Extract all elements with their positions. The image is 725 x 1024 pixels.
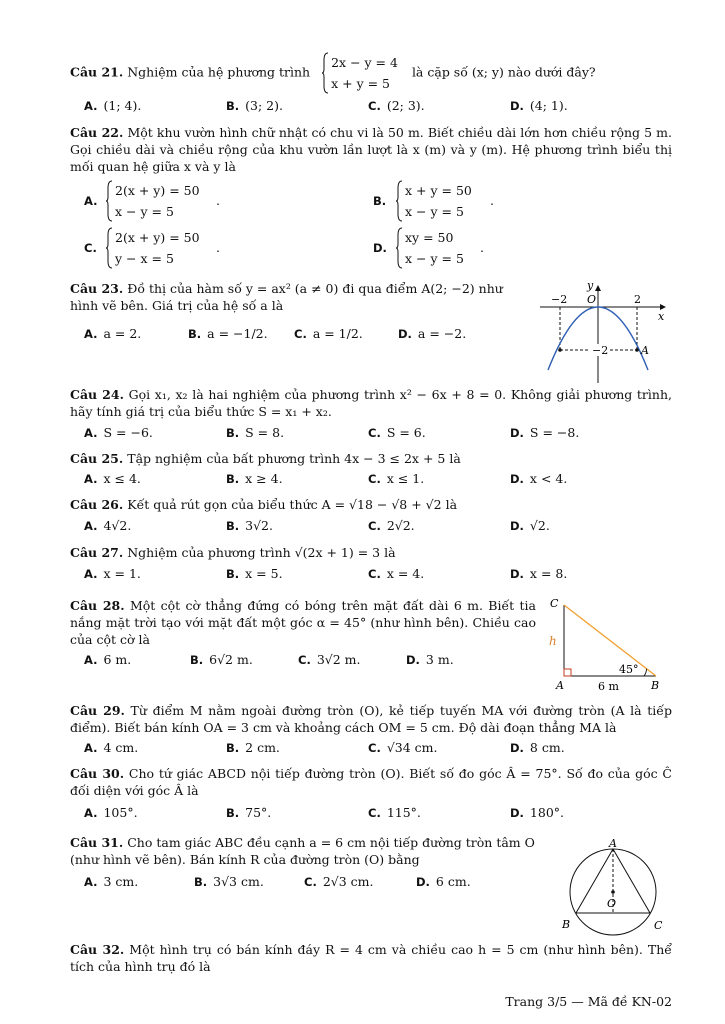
option-a[interactable]: A. 4√2.: [84, 518, 132, 533]
option-a[interactable]: A. x ≤ 4.: [84, 471, 141, 486]
option-a[interactable]: A. 3 cm.: [84, 874, 139, 889]
question-stem: Từ điểm M nằm ngoài đường tròn (O), kẻ tiếp tuyến MA với đường tròn (A là tiếp điểm). Biết bán kính OA = 3 cm và khoảng cách OM = 5 cm. Độ dài đoạn thẳng MA là: [70, 703, 672, 735]
option-b[interactable]: B. x = 5.: [226, 566, 283, 581]
question-32: [70, 941, 672, 975]
question-stem: Một khu vườn hình chữ nhật có chu vi là 50 m. Biết chiều dài lớn hơn chiều rộng 5 m. Gọi chiều dài và chiều rộng của khu vườn lần lượt là x (m) và y (m). Hệ phương trình biểu thị mối quan hệ giữa x và y là: [70, 125, 672, 174]
inscribed-triangle-figure: [560, 836, 672, 936]
option-c[interactable]: C. x = 4.: [368, 566, 425, 581]
option-d[interactable]: D. (4; 1).: [510, 98, 568, 113]
y-axis-arrow-icon: [595, 285, 601, 291]
option-b[interactable]: B. (3; 2).: [226, 98, 283, 113]
question-number: Câu 21.: [70, 64, 124, 80]
tick-label: −2: [551, 293, 568, 306]
question-stem: Một hình trụ có bán kính đáy R = 4 cm và chiều cao h = 5 cm (như hình bên). Thể tích của hình trụ đó là: [70, 942, 672, 974]
option-a[interactable]: A. S = −6.: [84, 425, 153, 440]
angle-arc: [644, 669, 647, 676]
question-stem: Nghiệm của phương trình √(2x + 1) = 3 là: [127, 545, 396, 560]
question-number: Câu 30.: [70, 766, 125, 781]
flagpole-figure: [540, 596, 670, 694]
angle-label: 45°: [619, 663, 639, 676]
tick-label: −2: [592, 344, 609, 357]
question-number: Câu 23.: [70, 281, 124, 296]
question-number: Câu 26.: [70, 497, 124, 512]
vertex-label-b: B: [651, 679, 660, 692]
triangle-side: [613, 849, 650, 913]
equation-row: 2x − y = 4: [331, 55, 398, 70]
question-stem: Đồ thị của hàm số y = ax² (a ≠ 0) đi qua điểm A(2; −2) như hình vẽ bên. Giá trị của hệ số a là: [70, 281, 503, 313]
options-row: [70, 805, 672, 823]
option-b[interactable]: B. x ≥ 4.: [226, 471, 283, 486]
option-c[interactable]: C. (2; 3).: [368, 98, 425, 113]
question-28: [70, 597, 536, 648]
vertex-label-c: C: [550, 597, 559, 610]
question-24: [70, 386, 672, 420]
vertex-label-b: B: [562, 918, 571, 931]
point-marker: [635, 348, 639, 352]
options-row: [70, 425, 672, 443]
options-row: [70, 566, 672, 584]
point-label: A: [641, 344, 649, 357]
question-31: [70, 834, 550, 868]
brace-icon: [396, 180, 403, 222]
question-23: [70, 280, 530, 314]
question-stem: Tập nghiệm của bất phương trình 4x − 3 ≤ 2x + 5 là: [127, 451, 461, 466]
option-a[interactable]: A. (1; 4).: [84, 98, 142, 113]
option-d[interactable]: D. S = −8.: [510, 425, 580, 440]
option-c[interactable]: C. 115°.: [368, 805, 421, 820]
question-number: Câu 27.: [70, 545, 124, 560]
option-a[interactable]: A. x = 1.: [84, 566, 141, 581]
question-stem: Nghiệm của hệ phương trình: [127, 64, 311, 80]
question-stem: Cho tam giác ABC đều cạnh a = 6 cm nội tiếp đường tròn tâm O (như hình vẽ bên). Bán kính R của đường tròn (O) bằng: [70, 835, 535, 867]
equation-system: 2(x + y) = 50 x − y = 5: [106, 180, 200, 222]
option-b[interactable]: B. S = 8.: [226, 425, 285, 440]
right-angle-mark: [564, 669, 571, 676]
question-stem: Cho tứ giác ABCD nội tiếp đường tròn (O). Biết số đo góc Â = 75°. Số đo của góc Ĉ đối diện với góc Â là: [70, 766, 672, 798]
option-d[interactable]: D. a = −2.: [398, 326, 467, 341]
question-number: Câu 25.: [70, 451, 124, 466]
option-c[interactable]: C. S = 6.: [368, 425, 426, 440]
option-b[interactable]: B. 2 cm.: [226, 740, 280, 755]
option-c[interactable]: C. 2√3 cm.: [304, 874, 374, 889]
equation-system: xy = 50 x − y = 5: [396, 227, 464, 269]
question-number: Câu 22.: [70, 125, 124, 140]
option-a[interactable]: A. 105°.: [84, 805, 138, 820]
question-number: Câu 24.: [70, 387, 124, 402]
option-d[interactable]: D. 3 m.: [406, 652, 454, 667]
question-22: [70, 124, 672, 175]
center-label: O: [607, 897, 617, 910]
question-stem: Một cột cờ thẳng đứng có bóng trên mặt đất dài 6 m. Biết tia nắng mặt trời tạo với mặt đất một góc α = 45° (như hình bên). Chiều cao của cột cờ là: [70, 598, 536, 647]
base-label: 6 m: [598, 680, 619, 693]
option-b[interactable]: B. 6√2 m.: [190, 652, 253, 667]
option-d[interactable]: D. 6 cm.: [416, 874, 471, 889]
page-footer: Trang 3/5 — Mã đề KN-02: [505, 994, 672, 1009]
option-b[interactable]: B. a = −1/2.: [188, 326, 268, 341]
tick-label: 2: [634, 293, 641, 306]
option-c[interactable]: C. 3√2 m.: [298, 652, 361, 667]
question-stem: Kết quả rút gọn của biểu thức A = √18 − √8 + √2 là: [127, 497, 458, 512]
origin-label: O: [587, 293, 597, 306]
question-number: Câu 31.: [70, 835, 124, 850]
option-a[interactable]: A. 6 m.: [84, 652, 132, 667]
equation-system: [322, 52, 398, 94]
question-number: Câu 32.: [70, 942, 125, 957]
option-c[interactable]: C. √34 cm.: [368, 740, 438, 755]
options-row: [70, 740, 672, 758]
option-c[interactable]: C. 2√2.: [368, 518, 415, 533]
equation-row: x + y = 5: [331, 76, 390, 91]
y-axis-label: y: [587, 280, 594, 292]
option-d[interactable]: D. x = 8.: [510, 566, 568, 581]
option-d[interactable]: D. x < 4.: [510, 471, 568, 486]
brace-icon: [396, 227, 403, 269]
question-25: [70, 450, 672, 467]
options-row: [70, 471, 672, 489]
option-c[interactable]: C. x ≤ 1.: [368, 471, 425, 486]
option-a[interactable]: A. 4 cm.: [84, 740, 139, 755]
option-b[interactable]: B. 75°.: [226, 805, 272, 820]
vertex-label-a: A: [556, 679, 564, 692]
question-27: [70, 544, 672, 561]
question-26: [70, 496, 672, 513]
option-b[interactable]: B. 3√2.: [226, 518, 273, 533]
option-b[interactable]: B. 3√3 cm.: [194, 874, 264, 889]
option-d[interactable]: D. 180°.: [510, 805, 565, 820]
question-stem: Gọi x₁, x₂ là hai nghiệm của phương trình x² − 6x + 8 = 0. Không giải phương trình, hãy tính giá trị của biểu thức S = x₁ + x₂.: [70, 387, 672, 419]
sun-ray-line: [564, 605, 656, 676]
x-axis-label: x: [658, 310, 665, 323]
brace-icon: [106, 227, 113, 269]
vertex-label-c: C: [654, 919, 663, 932]
question-stem-end: là cặp số (x; y) nào dưới đây?: [411, 64, 596, 80]
center-point: [611, 890, 615, 894]
question-21: [70, 52, 672, 94]
options-row: [70, 98, 672, 116]
option-a[interactable]: A. a = 2.: [84, 326, 142, 341]
height-label: h: [549, 634, 557, 648]
option-c[interactable]: C. a = 1/2.: [294, 326, 363, 341]
question-number: Câu 28.: [70, 598, 125, 613]
question-number: Câu 29.: [70, 703, 125, 718]
point-marker: [558, 348, 562, 352]
option-d[interactable]: D. 8 cm.: [510, 740, 565, 755]
equation-system: 2(x + y) = 50 y − x = 5: [106, 227, 200, 269]
option-d[interactable]: D. √2.: [510, 518, 550, 533]
brace-icon: [322, 52, 329, 94]
question-29: [70, 702, 672, 736]
equation-system: x + y = 50 x − y = 5: [396, 180, 472, 222]
vertex-label-a: A: [609, 837, 617, 850]
question-30: [70, 765, 672, 799]
parabola-figure: [540, 280, 672, 384]
options-row: [70, 518, 672, 536]
brace-icon: [106, 180, 113, 222]
